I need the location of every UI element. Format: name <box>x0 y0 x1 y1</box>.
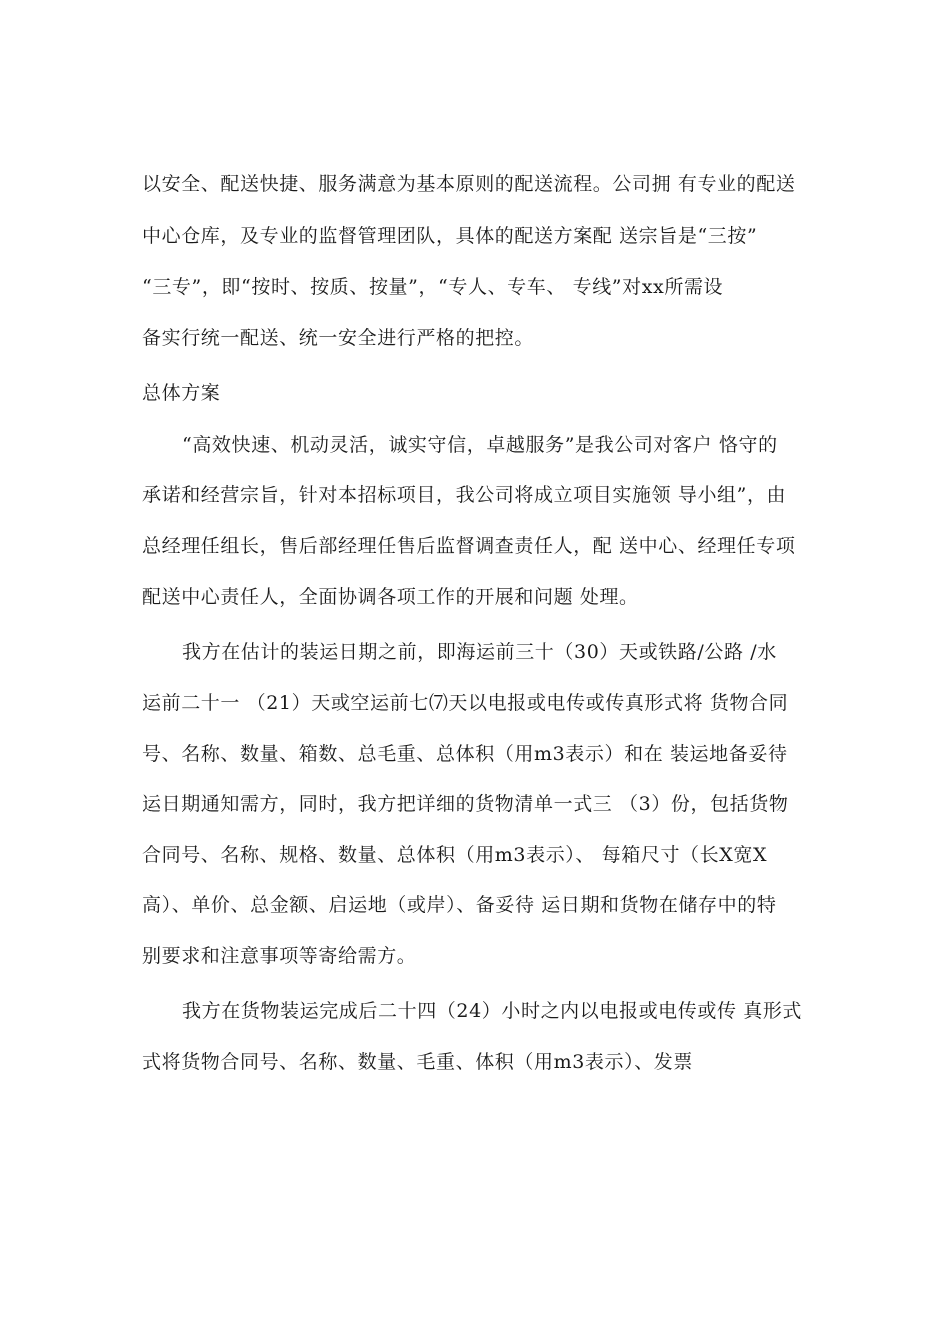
text-line: 我方在货物装运完成后二十四（24）小时之内以电报或电传或传 真形式 <box>182 1000 803 1022</box>
text-line: 式将货物合同号、名称、数量、毛重、体积（用m3表示）、发票 <box>142 1051 694 1073</box>
text-line: 号、名称、数量、箱数、总毛重、总体积（用m3表示）和在 装运地备妥待 <box>142 743 788 765</box>
text-line: 备实行统一配送、统一安全进行严格的把控。 <box>142 327 535 349</box>
text-line: 中心仓库，及专业的监督管理团队，具体的配送方案配 送宗旨是“三按” <box>142 225 758 247</box>
text-line: 运前二十一 （21）天或空运前七⑺天以电报或电传或传真形式将 货物合同 <box>142 692 789 714</box>
section-heading: 总体方案 <box>142 382 221 404</box>
text-line: 我方在估计的装运日期之前，即海运前三十（30）天或铁路/公路 /水 <box>182 641 777 663</box>
text-line: 高）、单价、总金额、启运地（或岸）、备妥待 运日期和货物在储存中的特 <box>142 894 777 916</box>
text-line: 合同号、名称、规格、数量、总体积（用m3表示）、 每箱尺寸（长X宽X <box>142 844 768 866</box>
text-line: “三专”，即“按时、按质、按量”，“专人、专车、 专线”对xx所需设 <box>142 276 724 298</box>
text-line: 配送中心责任人，全面协调各项工作的开展和问题 处理。 <box>142 586 639 608</box>
text-line: “高效快速、机动灵活，诚实守信，卓越服务”是我公司对客户 恪守的 <box>182 434 778 456</box>
text-line: 承诺和经营宗旨，针对本招标项目，我公司将成立项目实施领 导小组”，由 <box>142 484 787 506</box>
text-line: 运日期通知需方，同时，我方把详细的货物清单一式三 （3）份，包括货物 <box>142 793 789 815</box>
text-line: 以安全、配送快捷、服务满意为基本原则的配送流程。公司拥 有专业的配送 <box>142 173 796 195</box>
text-line: 别要求和注意事项等寄给需方。 <box>142 945 417 967</box>
text-line: 总经理任组长，售后部经理任售后监督调查责任人，配 送中心、经理任专项 <box>142 535 796 557</box>
